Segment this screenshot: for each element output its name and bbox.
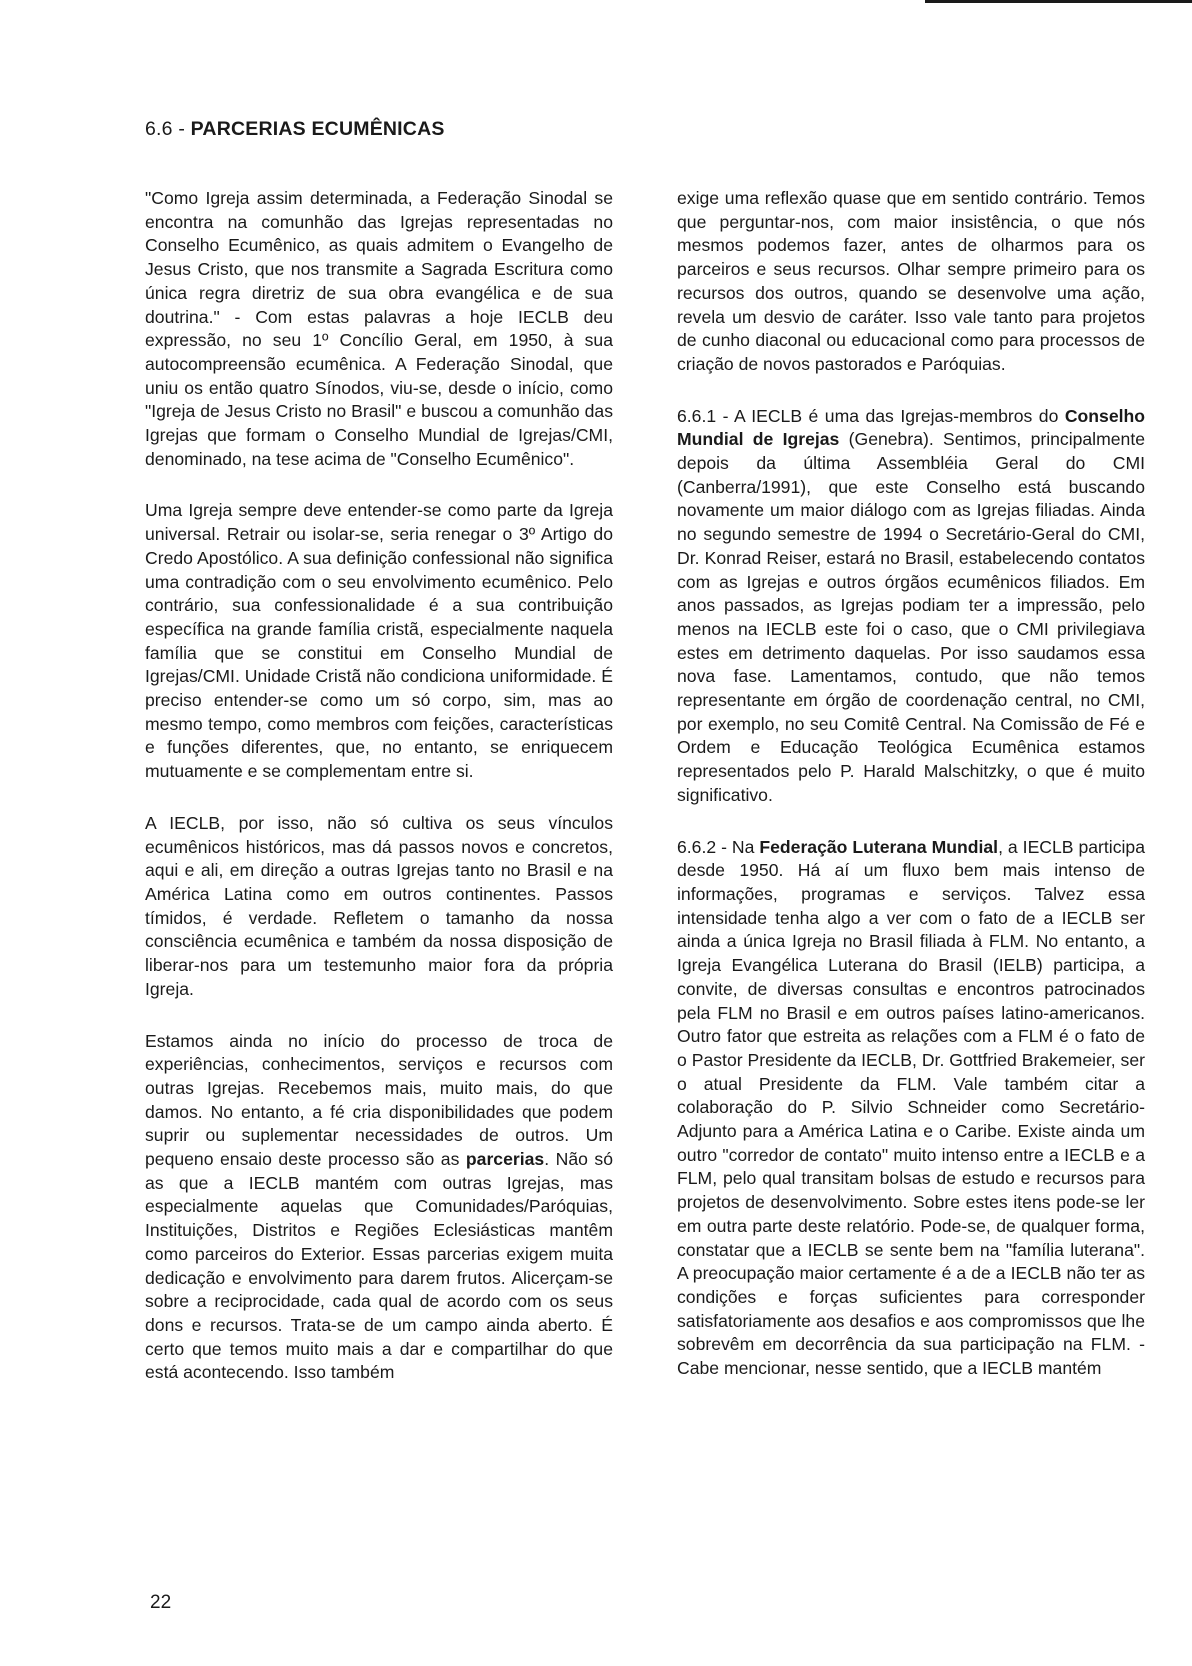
paragraph-parcerias: Estamos ainda no início do processo de troca de experiências, conhecimentos, serviços e recursos com outras Igrejas. Recebemos mais, muito mais, do que damos. No entanto, a fé cria disponibilidades que podem suprir ou suplementar necessidades de outros. Um pequeno ensaio deste processo são as parcerias. Não só as que a IECLB mantém com outras Igrejas, mas especialmente aquelas que Comunidades/Paróquias, Instituições, Distritos e Regiões Eclesiásticas mantêm como parceiros do Exterior. Essas parcerias exigem muita dedicação e envolvimento para darem frutos. Alicerçam-se sobre a reciprocidade, cada qual de acordo com os seus dons e recursos. Trata-se de um campo ainda aberto. É certo que temos muito mais a dar e compartilhar do que está acontecendo. Isso também bbox=[145, 1030, 613, 1383]
paragraph: A IECLB, por isso, não só cultiva os seus vínculos ecumênicos históricos, mas dá passos novos e concretos, aqui e ali, em direção a outras Igrejas tanto no Brasil e na América Latina como em outros continentes. Passos tímidos, é verdade. Refletem o tamanho da nossa consciência ecumênica e também da nossa disposição de liberar-nos para um testemunho maior fora da própria Igreja. bbox=[145, 812, 613, 999]
paragraph-6-6-2: 6.6.2 - Na Federação Luterana Mundial, a IECLB participa desde 1950. Há aí um fluxo bem mais intenso de informações, programas e serviços. Talvez essa intensidade tenha algo a ver com o fato de a IECLB ser ainda a única Igreja no Brasil filiada à FLM. No entanto, a Igreja Evangélica Luterana do Brasil (IELB) participa, a convite, de diversas consultas e encontros patrocinados pela FLM no Brasil e em outros países latino-americanos. Outro fator que estreita as relações com a FLM é o fato de o Pastor Presidente da IECLB, Dr. Gottfried Brakemeier, ser o atual Presidente da FLM. Vale também citar a colaboração do P. Silvio Schneider como Secretário-Adjunto para a América Latina e o Caribe. Existe ainda um outro "corredor de contato" muito intenso entre a IECLB e a FLM, pelo qual transitam bolsas de estudo e recursos para projetos de desenvolvimento. Sobre estes itens pode-se ler em outra parte deste relatório. Pode-se, de qualquer forma, constatar que a IECLB se sente bem na "família luterana". A preocupação maior certamente é a de a IECLB não ter as condições e forças suficientes para corresponder satisfatoriamente aos desafios e aos compromissos que lhe sobrevêm em decorrência da sua participação na FLM. - Cabe mencionar, nesse sentido, que a IECLB mantém bbox=[677, 836, 1145, 1379]
right-column bbox=[677, 187, 1145, 1409]
paragraph: "Como Igreja assim determinada, a Federação Sinodal se encontra na comunhão das Igrejas representadas no Conselho Ecumênico, as quais admitem o Evangelho de Jesus Cristo, que nos transmite a Sagrada Escritura como única regra diretriz de sua obra evangélica e de sua doutrina." - Com estas palavras a hoje IECLB deu expressão, no seu 1º Concílio Geral, em 1950, à sua autocompreensão ecumênica. A Federação Sinodal, que uniu os então quatro Sínodos, viu-se, desde o início, como "Igreja de Jesus Cristo no Brasil" e buscou a comunhão das Igrejas que formam o Conselho Mundial de Igrejas/CMI, denominado, na tese acima de "Conselho Ecumênico". bbox=[145, 188, 613, 469]
bold-term: parcerias bbox=[465, 1149, 545, 1170]
section-heading bbox=[145, 118, 445, 141]
paragraph-6-6-1: 6.6.1 - A IECLB é uma das Igrejas-membros do Conselho Mundial de Igrejas (Genebra). Sentimos, principalmente depois da última Assembléia Geral do CMI (Canberra/1991), que este Conselho está buscando novamente um maior diálogo com as Igrejas filiadas. Ainda no segundo semestre de 1994 o Secretário-Geral do CMI, Dr. Konrad Reiser, estará no Brasil, estabelecendo contatos com as Igrejas e outros órgãos ecumênicos filiados. Em anos passados, as Igrejas podiam ter a impressão, pelo menos na IECLB este foi o caso, que o CMI privilegiava estes em detrimento daquelas. Por isso saudamos essa nova fase. Lamentamos, contudo, que não temos representante em órgão de coordenação central, no CMI, por exemplo, no seu Comitê Central. Na Comissão de Fé e Ordem e Educação Teológica Ecumênica estamos representados pelo P. Harald Malschitzky, o que é muito significativo. bbox=[677, 405, 1145, 805]
page-number: 22 bbox=[150, 1592, 172, 1613]
bold-term: Conselho Mundial de Igrejas bbox=[677, 405, 1145, 450]
left-column bbox=[145, 187, 613, 1413]
paragraph: exige uma reflexão quase que em sentido contrário. Temos que perguntar-nos, com maior insistência, o que nós mesmos podemos fazer, antes de olharmos para os parceiros e seus recursos. Olhar sempre primeiro para os recursos dos outros, quando se desenvolve uma ação, revela um desvio de caráter. Isso vale tanto para projetos de cunho diaconal ou educacional como para processos de criação de novos pastorados e Paróquias. bbox=[677, 188, 1145, 374]
paragraph: Uma Igreja sempre deve entender-se como parte da Igreja universal. Retrair ou isolar-se, seria renegar o 3º Artigo do Credo Apostólico. A sua definição confessional não significa uma contradição com o seu envolvimento ecumênico. Pelo contrário, sua confessionalidade é a sua contribuição específica na grande família cristã, especialmente naquela família que se constitui em Conselho Mundial de Igrejas/CMI. Unidade Cristã não condiciona uniformidade. É preciso entender-se como um só corpo, sim, mas ao mesmo tempo, como membros com feições, características e funções diferentes, que, no entanto, se enriquecem mutuamente e se complementam entre si. bbox=[145, 500, 613, 782]
top-edge-line bbox=[925, 0, 1192, 3]
section-title: PARCERIAS ECUMÊNICAS bbox=[190, 118, 445, 140]
bold-term: Federação Luterana Mundial bbox=[759, 836, 999, 857]
section-number: 6.6 - bbox=[145, 118, 186, 140]
